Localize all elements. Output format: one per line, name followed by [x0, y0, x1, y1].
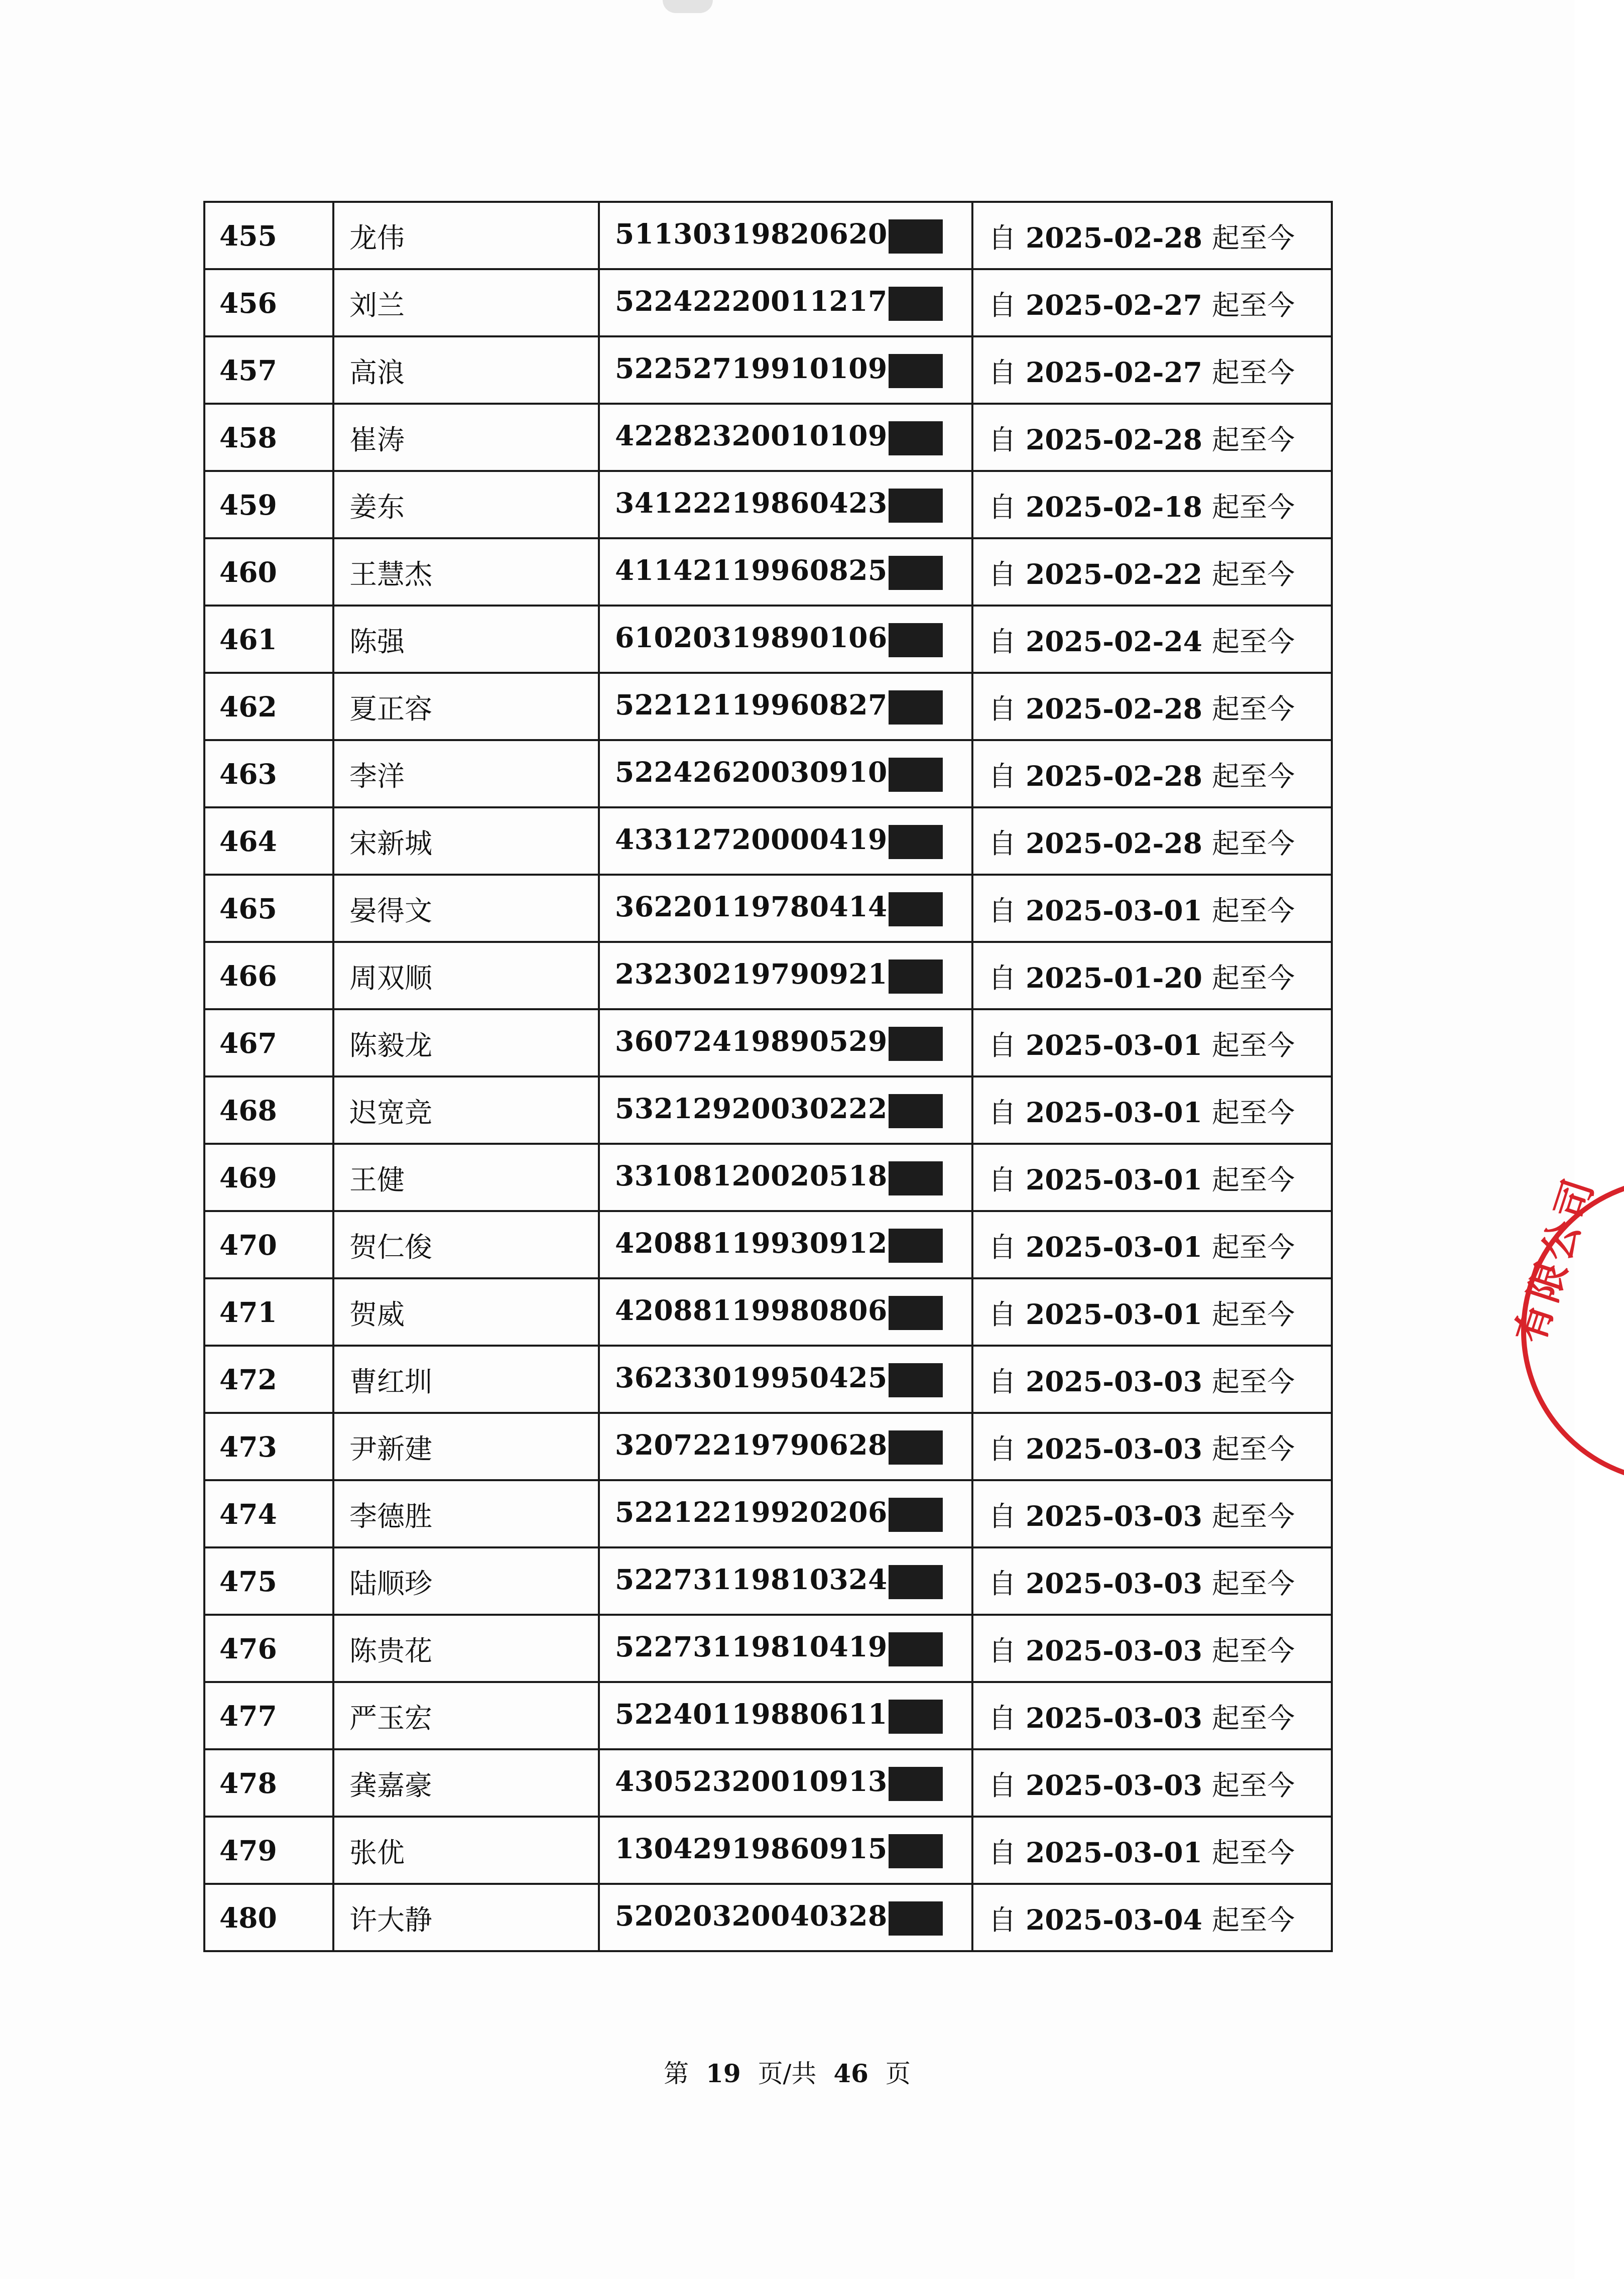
employment-period: [972, 1009, 1332, 1076]
redaction-block: [889, 1834, 943, 1868]
row-number: 456: [204, 269, 333, 336]
row-number: 457: [204, 336, 333, 404]
period-from-label: 自: [988, 1365, 1017, 1398]
id-number-cell: [599, 1076, 972, 1144]
row-number: 462: [204, 673, 333, 740]
employee-name: 王健: [333, 1144, 599, 1211]
period-from-label: 自: [988, 1567, 1017, 1600]
period-to-label: 起至今: [1212, 1903, 1295, 1936]
redaction-block: [889, 1767, 943, 1801]
redaction-block: [889, 1161, 943, 1195]
employment-period: [972, 807, 1332, 875]
period-to-label: 起至今: [1212, 827, 1295, 860]
period-from-label: 自: [988, 1432, 1017, 1465]
table-row: [204, 336, 1332, 404]
period-from-label: 自: [988, 1163, 1017, 1196]
employee-name: 严玉宏: [333, 1682, 599, 1749]
row-number: 459: [204, 471, 333, 538]
period-from-label: 自: [988, 221, 1017, 254]
current-page-number: 19: [706, 2059, 741, 2088]
footer-suffix: 页: [885, 2059, 911, 2088]
period-to-label: 起至今: [1212, 491, 1295, 523]
period-from-label: 自: [988, 1096, 1017, 1129]
employee-table: [203, 201, 1333, 1952]
table-row: [204, 538, 1332, 606]
start-date: 2025-03-01: [1016, 1230, 1212, 1263]
id-number-cell: [599, 740, 972, 807]
start-date: 2025-01-20: [1016, 961, 1212, 994]
redaction-block: [889, 1565, 943, 1599]
id-number-visible: 34122219860423: [615, 487, 888, 520]
table-row: [204, 1278, 1332, 1346]
period-to-label: 起至今: [1212, 289, 1295, 321]
employment-period: [972, 1346, 1332, 1413]
employment-period: [972, 740, 1332, 807]
table-row: [204, 942, 1332, 1009]
period-to-label: 起至今: [1212, 625, 1295, 658]
id-number-cell: [599, 1547, 972, 1615]
id-number-cell: [599, 336, 972, 404]
row-number: 475: [204, 1547, 333, 1615]
redaction-block: [889, 1229, 943, 1263]
period-from-label: 自: [988, 1500, 1017, 1532]
id-number-visible: 42088119980806: [615, 1294, 888, 1327]
start-date: 2025-03-03: [1016, 1634, 1212, 1667]
id-number-cell: [599, 1749, 972, 1817]
period-from-label: 自: [988, 558, 1017, 590]
row-number: 467: [204, 1009, 333, 1076]
redaction-block: [889, 1094, 943, 1128]
id-number-cell: [599, 1615, 972, 1682]
table-row: [204, 1346, 1332, 1413]
id-number-cell: [599, 1480, 972, 1547]
row-number: 478: [204, 1749, 333, 1817]
period-to-label: 起至今: [1212, 1096, 1295, 1129]
employment-period: [972, 471, 1332, 538]
period-from-label: 自: [988, 491, 1017, 523]
employee-table-body: [204, 202, 1332, 1951]
row-number: 480: [204, 1884, 333, 1951]
redaction-block: [889, 489, 943, 523]
start-date: 2025-03-01: [1016, 1163, 1212, 1196]
footer-middle: 页/共: [758, 2059, 817, 2088]
id-number-cell: [599, 1346, 972, 1413]
row-number: 460: [204, 538, 333, 606]
redaction-block: [889, 892, 943, 926]
period-to-label: 起至今: [1212, 962, 1295, 994]
page-footer: [0, 2054, 1574, 2090]
period-to-label: 起至今: [1212, 1365, 1295, 1398]
table-row: [204, 1076, 1332, 1144]
row-number: 466: [204, 942, 333, 1009]
employment-period: [972, 1413, 1332, 1480]
id-number-cell: [599, 1009, 972, 1076]
id-number-visible: 52273119810419: [615, 1630, 888, 1663]
row-number: 471: [204, 1278, 333, 1346]
employment-period: [972, 1749, 1332, 1817]
start-date: 2025-02-22: [1016, 557, 1212, 590]
period-from-label: 自: [988, 1029, 1017, 1061]
period-from-label: 自: [988, 423, 1017, 456]
period-from-label: 自: [988, 1231, 1017, 1263]
employee-name: 尹新建: [333, 1413, 599, 1480]
row-number: 458: [204, 404, 333, 471]
table-row: [204, 1211, 1332, 1278]
employment-period: [972, 1817, 1332, 1884]
period-to-label: 起至今: [1212, 1836, 1295, 1869]
employee-name: 许大静: [333, 1884, 599, 1951]
redaction-block: [889, 219, 943, 254]
row-number: 468: [204, 1076, 333, 1144]
employee-name: 姜东: [333, 471, 599, 538]
period-from-label: 自: [988, 692, 1017, 725]
id-number-visible: 53212920030222: [615, 1092, 888, 1125]
redaction-block: [889, 1027, 943, 1061]
employment-period: [972, 404, 1332, 471]
start-date: 2025-02-24: [1016, 625, 1212, 658]
employment-period: [972, 1076, 1332, 1144]
table-row: [204, 1817, 1332, 1884]
employment-period: [972, 1144, 1332, 1211]
seal-graphic: [1493, 1165, 1624, 1496]
id-number-cell: [599, 1211, 972, 1278]
id-number-visible: 52252719910109: [615, 352, 888, 385]
redaction-block: [889, 1363, 943, 1397]
row-number: 470: [204, 1211, 333, 1278]
id-number-cell: [599, 1278, 972, 1346]
employee-name: 夏正容: [333, 673, 599, 740]
id-number-cell: [599, 202, 972, 269]
start-date: 2025-03-04: [1016, 1903, 1212, 1936]
period-to-label: 起至今: [1212, 1769, 1295, 1802]
start-date: 2025-03-03: [1016, 1701, 1212, 1734]
table-row: [204, 202, 1332, 269]
employment-period: [972, 1278, 1332, 1346]
employee-name: 曹红圳: [333, 1346, 599, 1413]
id-number-visible: 61020319890106: [615, 621, 888, 654]
employment-period: [972, 269, 1332, 336]
period-from-label: 自: [988, 1903, 1017, 1936]
start-date: 2025-02-28: [1016, 759, 1212, 792]
row-number: 472: [204, 1346, 333, 1413]
table-row: [204, 1009, 1332, 1076]
redaction-block: [889, 623, 943, 657]
id-number-visible: 41142119960825: [615, 554, 888, 587]
id-number-cell: [599, 471, 972, 538]
employee-name: 迟宽竞: [333, 1076, 599, 1144]
id-number-cell: [599, 538, 972, 606]
employee-name: 贺威: [333, 1278, 599, 1346]
employee-name: 崔涛: [333, 404, 599, 471]
period-from-label: 自: [988, 625, 1017, 658]
id-number-cell: [599, 606, 972, 673]
table-row: [204, 807, 1332, 875]
period-to-label: 起至今: [1212, 1432, 1295, 1465]
employment-period: [972, 1615, 1332, 1682]
table-row: [204, 404, 1332, 471]
period-from-label: 自: [988, 1298, 1017, 1331]
start-date: 2025-03-03: [1016, 1768, 1212, 1802]
id-number-cell: [599, 1817, 972, 1884]
id-number-visible: 52240119880611: [615, 1698, 888, 1731]
employee-name: 龚嘉豪: [333, 1749, 599, 1817]
period-from-label: 自: [988, 894, 1017, 927]
employment-period: [972, 336, 1332, 404]
employment-period: [972, 673, 1332, 740]
table-row: [204, 740, 1332, 807]
id-number-cell: [599, 269, 972, 336]
employee-name: 宋新城: [333, 807, 599, 875]
id-number-visible: 42282320010109: [615, 419, 888, 452]
table-row: [204, 1144, 1332, 1211]
start-date: 2025-02-27: [1016, 288, 1212, 321]
period-to-label: 起至今: [1212, 558, 1295, 590]
table-row: [204, 1682, 1332, 1749]
id-number-visible: 36072419890529: [615, 1025, 888, 1058]
start-date: 2025-02-28: [1016, 692, 1212, 725]
id-number-cell: [599, 1884, 972, 1951]
employment-period: [972, 1480, 1332, 1547]
id-number-cell: [599, 673, 972, 740]
employment-period: [972, 1884, 1332, 1951]
employee-name: 龙伟: [333, 202, 599, 269]
id-number-visible: 52242220011217: [615, 285, 888, 318]
table-row: [204, 875, 1332, 942]
id-number-cell: [599, 1682, 972, 1749]
start-date: 2025-03-01: [1016, 1836, 1212, 1869]
company-seal-stamp: [1493, 1165, 1624, 1496]
redaction-block: [889, 287, 943, 321]
period-from-label: 自: [988, 962, 1017, 994]
employment-period: [972, 538, 1332, 606]
redaction-block: [889, 1430, 943, 1465]
period-to-label: 起至今: [1212, 1500, 1295, 1532]
employment-period: [972, 1547, 1332, 1615]
id-number-cell: [599, 1144, 972, 1211]
period-from-label: 自: [988, 827, 1017, 860]
redaction-block: [889, 690, 943, 725]
employee-name: 贺仁俊: [333, 1211, 599, 1278]
row-number: 479: [204, 1817, 333, 1884]
id-number-cell: [599, 404, 972, 471]
row-number: 477: [204, 1682, 333, 1749]
period-to-label: 起至今: [1212, 1029, 1295, 1061]
id-number-visible: 36220119780414: [615, 890, 888, 923]
start-date: 2025-02-28: [1016, 826, 1212, 860]
id-number-visible: 52273119810324: [615, 1563, 888, 1596]
row-number: 464: [204, 807, 333, 875]
period-to-label: 起至今: [1212, 1634, 1295, 1667]
period-from-label: 自: [988, 289, 1017, 321]
id-number-visible: 52242620030910: [615, 756, 888, 789]
employee-name: 陈毅龙: [333, 1009, 599, 1076]
employee-name: 刘兰: [333, 269, 599, 336]
employment-period: [972, 202, 1332, 269]
redaction-block: [889, 758, 943, 792]
period-to-label: 起至今: [1212, 423, 1295, 456]
employment-period: [972, 1682, 1332, 1749]
period-from-label: 自: [988, 1634, 1017, 1667]
redaction-block: [889, 959, 943, 994]
redaction-block: [889, 1498, 943, 1532]
footer-prefix: 第: [664, 2059, 689, 2088]
paper-edge-tear: [663, 0, 713, 13]
id-number-cell: [599, 807, 972, 875]
row-number: 469: [204, 1144, 333, 1211]
period-to-label: 起至今: [1212, 356, 1295, 389]
start-date: 2025-03-03: [1016, 1499, 1212, 1532]
table-row: [204, 1749, 1332, 1817]
row-number: 465: [204, 875, 333, 942]
table-row: [204, 1547, 1332, 1615]
employee-name: 高浪: [333, 336, 599, 404]
period-to-label: 起至今: [1212, 1231, 1295, 1263]
start-date: 2025-03-01: [1016, 1028, 1212, 1061]
period-to-label: 起至今: [1212, 1702, 1295, 1734]
employee-name: 王慧杰: [333, 538, 599, 606]
redaction-block: [889, 556, 943, 590]
start-date: 2025-02-27: [1016, 355, 1212, 389]
employment-period: [972, 942, 1332, 1009]
table-row: [204, 1884, 1332, 1951]
employee-name: 陈强: [333, 606, 599, 673]
id-number-visible: 43312720000419: [615, 823, 888, 856]
period-to-label: 起至今: [1212, 1567, 1295, 1600]
table-row: [204, 673, 1332, 740]
id-number-visible: 43052320010913: [615, 1765, 888, 1798]
start-date: 2025-03-01: [1016, 894, 1212, 927]
total-page-count: 46: [833, 2059, 868, 2088]
id-number-visible: 51130319820620: [615, 217, 888, 251]
period-from-label: 自: [988, 760, 1017, 792]
employment-period: [972, 606, 1332, 673]
period-from-label: 自: [988, 1769, 1017, 1802]
employment-period: [972, 1211, 1332, 1278]
row-number: 474: [204, 1480, 333, 1547]
id-number-visible: 32072219790628: [615, 1428, 888, 1462]
period-to-label: 起至今: [1212, 221, 1295, 254]
row-number: 461: [204, 606, 333, 673]
start-date: 2025-03-01: [1016, 1297, 1212, 1331]
period-to-label: 起至今: [1212, 1163, 1295, 1196]
start-date: 2025-02-28: [1016, 423, 1212, 456]
redaction-block: [889, 421, 943, 455]
row-number: 455: [204, 202, 333, 269]
id-number-visible: 33108120020518: [615, 1159, 888, 1192]
table-row: [204, 471, 1332, 538]
period-from-label: 自: [988, 1702, 1017, 1734]
id-number-visible: 13042919860915: [615, 1832, 888, 1865]
id-number-visible: 42088119930912: [615, 1227, 888, 1260]
id-number-visible: 52212119960827: [615, 688, 888, 722]
redaction-block: [889, 1296, 943, 1330]
start-date: 2025-02-28: [1016, 221, 1212, 254]
id-number-cell: [599, 942, 972, 1009]
row-number: 463: [204, 740, 333, 807]
start-date: 2025-03-01: [1016, 1096, 1212, 1129]
id-number-visible: 52020320040328: [615, 1899, 888, 1933]
employee-name: 陈贵花: [333, 1615, 599, 1682]
employee-name: 晏得文: [333, 875, 599, 942]
id-number-visible: 52212219920206: [615, 1496, 888, 1529]
id-number-cell: [599, 1413, 972, 1480]
period-from-label: 自: [988, 356, 1017, 389]
redaction-block: [889, 1632, 943, 1666]
employee-name: 周双顺: [333, 942, 599, 1009]
period-from-label: 自: [988, 1836, 1017, 1869]
employment-period: [972, 875, 1332, 942]
period-to-label: 起至今: [1212, 692, 1295, 725]
row-number: 476: [204, 1615, 333, 1682]
start-date: 2025-03-03: [1016, 1365, 1212, 1398]
start-date: 2025-02-18: [1016, 490, 1212, 523]
table-row: [204, 269, 1332, 336]
period-to-label: 起至今: [1212, 1298, 1295, 1331]
employee-name: 陆顺珍: [333, 1547, 599, 1615]
period-to-label: 起至今: [1212, 894, 1295, 927]
start-date: 2025-03-03: [1016, 1432, 1212, 1465]
employee-name: 李德胜: [333, 1480, 599, 1547]
table-row: [204, 606, 1332, 673]
employee-name: 张优: [333, 1817, 599, 1884]
id-number-visible: 23230219790921: [615, 957, 888, 991]
svg-text:有限公司: 有限公司: [1507, 1170, 1604, 1349]
id-number-cell: [599, 875, 972, 942]
table-row: [204, 1480, 1332, 1547]
employee-name: 李洋: [333, 740, 599, 807]
redaction-block: [889, 1700, 943, 1734]
redaction-block: [889, 1901, 943, 1936]
table-row: [204, 1615, 1332, 1682]
redaction-block: [889, 825, 943, 859]
period-to-label: 起至今: [1212, 760, 1295, 792]
start-date: 2025-03-03: [1016, 1567, 1212, 1600]
redaction-block: [889, 354, 943, 388]
id-number-visible: 36233019950425: [615, 1361, 888, 1394]
table-row: [204, 1413, 1332, 1480]
row-number: 473: [204, 1413, 333, 1480]
